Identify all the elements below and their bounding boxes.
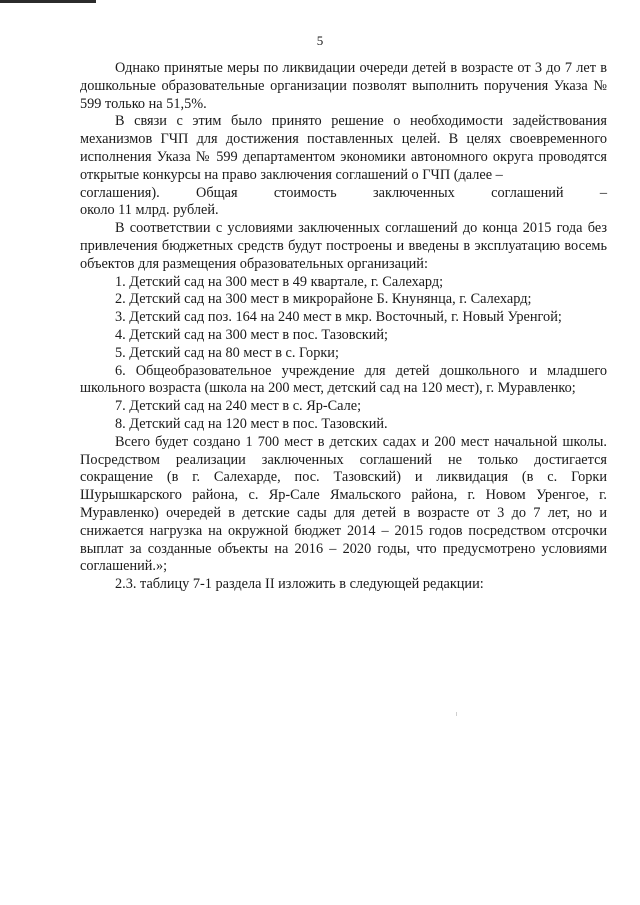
document-body	[80, 60, 607, 594]
list-item: 3. Детский сад поз. 164 на 240 мест в мкр. Восточный, г. Новый Уренгой;	[115, 309, 562, 326]
scan-speck	[456, 712, 457, 716]
list-item: 5. Детский сад на 80 мест в с. Горки;	[115, 344, 339, 361]
paragraph-ppp-decision-end: около 11 млрд. рублей.	[80, 202, 219, 219]
list-item: 4. Детский сад на 300 мест в пос. Тазовский;	[115, 326, 389, 343]
paragraph-agreements: В соответствии с условиями заключенных соглашений до конца 2015 года без привлечения бюджетных средств будут построены и введены в эксплуатацию восемь объектов для размещения образовательных организаций:	[80, 220, 607, 272]
list-item: 6. Общеобразовательное учреждение для детей дошкольного и младшего школьного возраста (школа на 200 мест, детский сад на 120 мест), г. Муравленко;	[80, 362, 607, 397]
paragraph-measures: Однако принятые меры по ликвидации очереди детей в возрасте от 3 до 7 лет в дошкольные образовательные организации позволят выполнить поручения Указа № 599 только на 51,5%.	[80, 60, 607, 112]
paragraph-ppp-decision: В связи с этим было принято решение о необходимости задействования механизмов ГЧП для достижения поставленных целей. В целях своевременного исполнения Указа № 599 департаментом экономики автономного округа проводятся открытые конкурсы на право заключения соглашений о ГЧП (далее –	[80, 113, 607, 183]
list-item: 7. Детский сад на 240 мест в с. Яр-Сале;	[115, 398, 362, 415]
paragraph-ppp-decision-spread-line: соглашения). Общая стоимость заключенных соглашений –	[80, 184, 607, 201]
scan-corner-mark	[0, 0, 96, 3]
list-item: 2. Детский сад на 300 мест в микрорайоне Б. Кнунянца, г. Салехард;	[115, 291, 532, 308]
paragraph-summary: Всего будет создано 1 700 мест в детских садах и 200 мест начальной школы. Посредством реализации заключенных соглашений не только достигается сокращение (в г. Салехарде, пос. Тазовский) и ликвидация (в с. Горки Шурышкарского района, с. Яр-Сале Ямальского района, г. Новом Уренгое, г. Муравленко) очередей в детские сады для детей в возрасте от 3 до 7 лет, но и снижается нагрузка на окружной бюджет 2014 – 2015 годов посредством отсрочки выплат за созданные объекты на 2016 – 2020 годы, что предусмотрено условиями соглашений.»;	[80, 433, 607, 575]
list-item: 1. Детский сад на 300 мест в 49 квартале, г. Салехард;	[115, 273, 444, 290]
list-item: 8. Детский сад на 120 мест в пос. Тазовский.	[115, 415, 388, 432]
paragraph-amendment: 2.3. таблицу 7-1 раздела II изложить в следующей редакции:	[115, 576, 484, 593]
page-number: 5	[316, 33, 324, 48]
